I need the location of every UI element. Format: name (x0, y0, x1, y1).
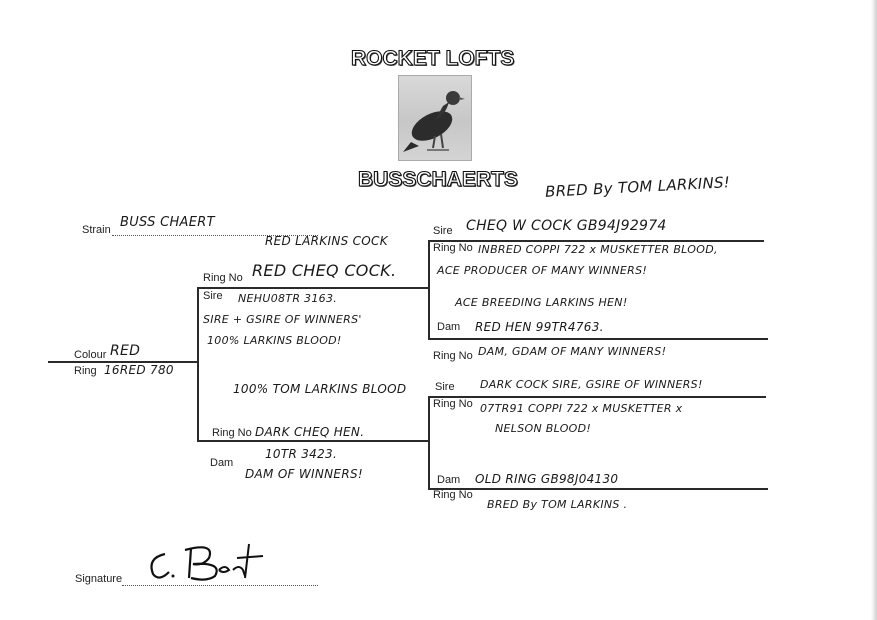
dam-line1: 10TR 3423. (265, 447, 338, 461)
signature-scribble (145, 540, 275, 593)
dam-ring-value: DARK CHEQ HEN. (255, 425, 365, 439)
dam-sire-label: Sire (435, 381, 455, 393)
sire-dam-line1: DAM, GDAM OF MANY WINNERS! (478, 345, 667, 358)
dam-dam-label: Dam (437, 474, 461, 486)
sire-label: Sire (203, 290, 223, 302)
sire-sire-line (428, 240, 764, 242)
sire-dam-ring-label: Ring No (433, 350, 473, 362)
sire-sire-line2: ACE PRODUCER OF MANY WINNERS! (437, 264, 648, 277)
sire-line2: SIRE + GSIRE OF WINNERS' (203, 313, 362, 326)
dam-ring-label: Ring No (212, 427, 252, 439)
sire-name-note: RED LARKINS COCK (265, 234, 388, 248)
dam-dam-line1: BRED By TOM LARKINS . (487, 498, 628, 511)
root-line (48, 361, 198, 363)
loft-title: ROCKET LOFTS (351, 47, 515, 70)
strain-value: BUSS CHAERT (120, 215, 215, 230)
sire-line1: NEHU08TR 3163. (238, 292, 338, 305)
strain-title: BUSSCHAERTS (358, 168, 518, 191)
dam-sire-line2: NELSON BLOOD! (495, 422, 592, 435)
sire-sire-ring-label: Ring No (433, 242, 473, 254)
dam-sire-line (428, 396, 766, 398)
dam-line (197, 440, 429, 442)
dam-label: Dam (210, 457, 234, 469)
dam-dam-ring-label: Ring No (433, 489, 473, 501)
dam-note-above: 100% TOM LARKINS BLOOD (233, 382, 407, 396)
sire-sire-label: Sire (433, 225, 453, 237)
sire-sire-name: CHEQ W COCK GB94J92974 (466, 218, 667, 234)
colour-label: Colour (74, 349, 107, 361)
dam-dam-line (428, 488, 768, 490)
sire-line (197, 287, 429, 289)
ring-value: 16RED 780 (104, 363, 174, 377)
sire-bracket (428, 240, 430, 338)
dam-sire-line1: 07TR91 COPPI 722 x MUSKETTER x (480, 402, 683, 415)
pigeon-photo (398, 75, 472, 161)
sire-ring-value: RED CHEQ COCK. (252, 261, 397, 280)
sire-dam-label: Dam (437, 321, 461, 333)
colour-value: RED (110, 343, 141, 359)
dam-bracket (428, 396, 430, 488)
ring-label: Ring (74, 365, 97, 377)
sire-ring-label: Ring No (203, 272, 243, 284)
signature-label: Signature (75, 573, 123, 585)
dam-line2: DAM OF WINNERS! (245, 467, 363, 481)
bred-by-note: BRED By TOM LARKINS! (544, 173, 731, 201)
root-bracket (197, 287, 199, 441)
sire-dam-name: RED HEN 99TR4763. (475, 320, 604, 334)
sire-sire-line1: INBRED COPPI 722 x MUSKETTER BLOOD, (478, 243, 718, 256)
dam-sire-name: DARK COCK SIRE, GSIRE OF WINNERS! (480, 378, 703, 391)
sire-dam-line (428, 338, 768, 340)
dam-dam-name: OLD RING GB98J04130 (475, 472, 619, 486)
pigeon-icon (399, 76, 471, 160)
strain-label: Strain (82, 224, 111, 236)
page-edge-shadow (871, 0, 877, 620)
dam-sire-ring-label: Ring No (433, 398, 473, 410)
sire-line3: 100% LARKINS BLOOD! (207, 334, 342, 347)
sire-dam-note-above: ACE BREEDING LARKINS HEN! (455, 296, 628, 309)
